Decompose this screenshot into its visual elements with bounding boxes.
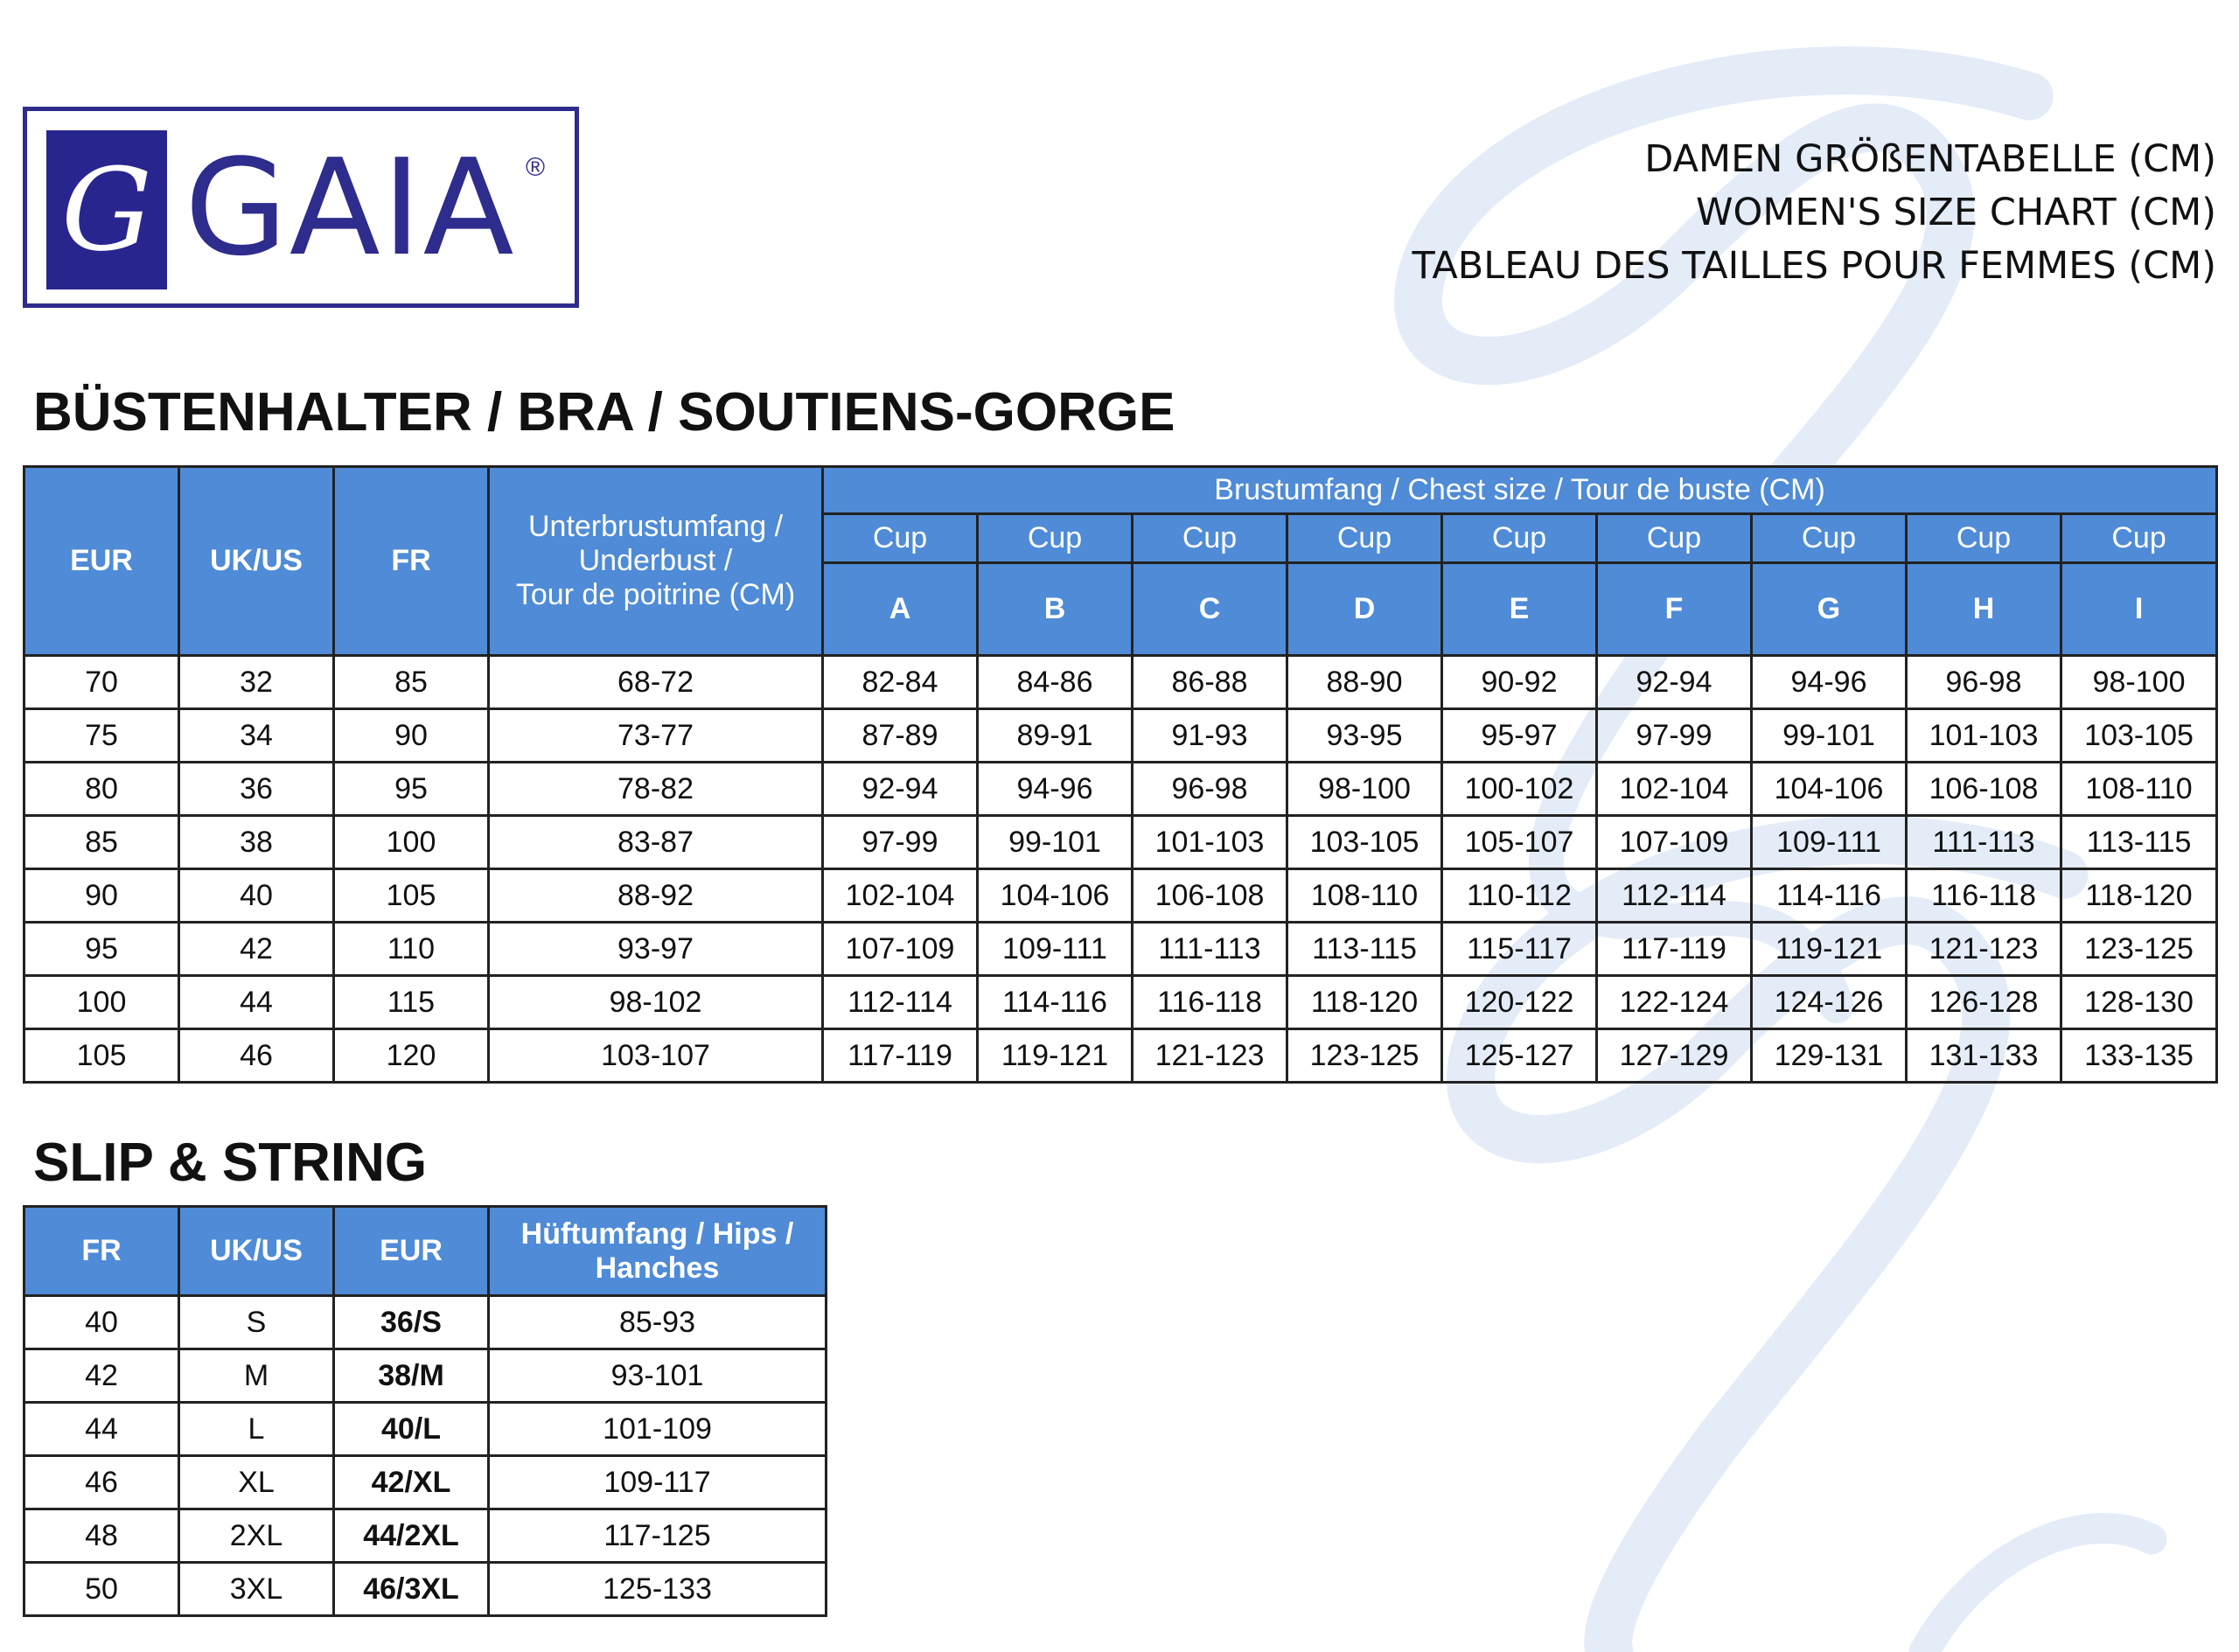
table-cell: 42 bbox=[24, 1349, 179, 1403]
gaia-logo bbox=[23, 107, 579, 308]
header-cup-i: I bbox=[2061, 563, 2217, 656]
header-cup-label: Cup bbox=[1907, 514, 2061, 563]
table-cell: M bbox=[179, 1349, 334, 1403]
table-cell: 97-99 bbox=[823, 816, 978, 869]
header-cup-g: G bbox=[1752, 563, 1907, 656]
table-cell: 2XL bbox=[179, 1509, 334, 1563]
table-cell: 97-99 bbox=[1597, 709, 1752, 763]
table-cell: 102-104 bbox=[1597, 763, 1752, 816]
table-cell: 128-130 bbox=[2061, 976, 2217, 1029]
table-cell: 120 bbox=[334, 1029, 489, 1083]
header-cup-c: C bbox=[1133, 563, 1287, 656]
table-cell: 112-114 bbox=[1597, 869, 1752, 923]
header-underbust-line-3: Tour de poitrine (CM) bbox=[515, 578, 796, 611]
table-cell: 90 bbox=[24, 869, 179, 923]
table-cell: 104-106 bbox=[978, 869, 1133, 923]
table-cell: 108-110 bbox=[2061, 763, 2217, 816]
table-cell: 46 bbox=[179, 1029, 334, 1083]
table-row bbox=[24, 1029, 2217, 1083]
table-cell: 115-117 bbox=[1442, 923, 1597, 976]
table-row bbox=[24, 1509, 827, 1563]
table-cell: 83-87 bbox=[489, 816, 823, 869]
table-row bbox=[24, 923, 2217, 976]
table-cell: 106-108 bbox=[1907, 763, 2061, 816]
table-cell: 133-135 bbox=[2061, 1029, 2217, 1083]
table-cell: 36 bbox=[179, 763, 334, 816]
slip-header-1: UK/US bbox=[179, 1207, 334, 1296]
table-cell: 101-109 bbox=[489, 1403, 827, 1456]
header-cup-label: Cup bbox=[1133, 514, 1287, 563]
table-cell: 36/S bbox=[334, 1296, 489, 1349]
table-cell: 93-101 bbox=[489, 1349, 827, 1403]
table-cell: 111-113 bbox=[1907, 816, 2061, 869]
header-underbust bbox=[489, 467, 823, 656]
table-cell: 94-96 bbox=[978, 763, 1133, 816]
table-row bbox=[24, 1296, 827, 1349]
logo-g-mark bbox=[46, 130, 167, 289]
table-cell: 119-121 bbox=[1752, 923, 1907, 976]
header-cup-a: A bbox=[823, 563, 978, 656]
table-cell: 99-101 bbox=[978, 816, 1133, 869]
table-cell: 127-129 bbox=[1597, 1029, 1752, 1083]
header-cup-label: Cup bbox=[1287, 514, 1442, 563]
header-eur: EUR bbox=[24, 467, 179, 656]
table-cell: S bbox=[179, 1296, 334, 1349]
table-cell: 125-133 bbox=[489, 1563, 827, 1616]
table-cell: 118-120 bbox=[1287, 976, 1442, 1029]
header-cup-label: Cup bbox=[1752, 514, 1907, 563]
table-cell: 113-115 bbox=[1287, 923, 1442, 976]
table-cell: 103-105 bbox=[2061, 709, 2217, 763]
table-row bbox=[24, 976, 2217, 1029]
size-chart-titles bbox=[1412, 133, 2216, 293]
table-cell: 70 bbox=[24, 656, 179, 709]
table-cell: 93-97 bbox=[489, 923, 823, 976]
table-cell: 113-115 bbox=[2061, 816, 2217, 869]
table-cell: 85 bbox=[24, 816, 179, 869]
logo-g-letter: G bbox=[61, 143, 152, 276]
header-underbust-line-2: Underbust / bbox=[578, 544, 733, 577]
table-cell: 117-119 bbox=[1597, 923, 1752, 976]
table-cell: 80 bbox=[24, 763, 179, 816]
table-cell: 111-113 bbox=[1133, 923, 1287, 976]
table-cell: 120-122 bbox=[1442, 976, 1597, 1029]
table-cell: 73-77 bbox=[489, 709, 823, 763]
table-cell: 86-88 bbox=[1133, 656, 1287, 709]
table-cell: 119-121 bbox=[978, 1029, 1133, 1083]
table-cell: 88-90 bbox=[1287, 656, 1442, 709]
table-row bbox=[24, 869, 2217, 923]
header-ukus: UK/US bbox=[179, 467, 334, 656]
header-cup-f: F bbox=[1597, 563, 1752, 656]
table-row bbox=[24, 709, 2217, 763]
table-cell: 126-128 bbox=[1907, 976, 2061, 1029]
bra-size-table bbox=[23, 465, 2218, 1084]
table-row bbox=[24, 656, 2217, 709]
header-cup-label: Cup bbox=[2061, 514, 2217, 563]
title-english: WOMEN'S SIZE CHART (CM) bbox=[1696, 191, 2216, 234]
table-cell: 107-109 bbox=[823, 923, 978, 976]
header-cup-h: H bbox=[1907, 563, 2061, 656]
header-underbust-line-1: Unterbrustumfang / bbox=[527, 510, 784, 543]
table-cell: 34 bbox=[179, 709, 334, 763]
table-cell: 108-110 bbox=[1287, 869, 1442, 923]
table-cell: 112-114 bbox=[823, 976, 978, 1029]
table-cell: 121-123 bbox=[1133, 1029, 1287, 1083]
table-cell: 42/XL bbox=[334, 1456, 489, 1509]
slip-header-0: FR bbox=[24, 1207, 179, 1296]
table-cell: 93-95 bbox=[1287, 709, 1442, 763]
table-cell: 114-116 bbox=[978, 976, 1133, 1029]
table-cell: 38/M bbox=[334, 1349, 489, 1403]
registered-mark: ® bbox=[526, 153, 546, 182]
table-cell: 104-106 bbox=[1752, 763, 1907, 816]
table-cell: 42 bbox=[179, 923, 334, 976]
table-cell: 95 bbox=[334, 763, 489, 816]
table-cell: 118-120 bbox=[2061, 869, 2217, 923]
header-chest-size: Brustumfang / Chest size / Tour de buste (CM) bbox=[823, 467, 2217, 514]
table-cell: 129-131 bbox=[1752, 1029, 1907, 1083]
table-cell: 40 bbox=[179, 869, 334, 923]
table-cell: 87-89 bbox=[823, 709, 978, 763]
table-cell: 32 bbox=[179, 656, 334, 709]
title-french: TABLEAU DES TAILLES POUR FEMMES (CM) bbox=[1412, 244, 2216, 288]
table-cell: 44 bbox=[24, 1403, 179, 1456]
table-cell: 40 bbox=[24, 1296, 179, 1349]
slip-section-title: SLIP & STRING bbox=[33, 1133, 428, 1193]
table-cell: 46/3XL bbox=[334, 1563, 489, 1616]
table-cell: 124-126 bbox=[1752, 976, 1907, 1029]
table-row bbox=[24, 1563, 827, 1616]
logo-wordmark: GAIA bbox=[185, 130, 516, 285]
table-cell: 125-127 bbox=[1442, 1029, 1597, 1083]
table-cell: 46 bbox=[24, 1456, 179, 1509]
table-cell: 44/2XL bbox=[334, 1509, 489, 1563]
table-row bbox=[24, 1456, 827, 1509]
table-cell: 68-72 bbox=[489, 656, 823, 709]
table-cell: 96-98 bbox=[1133, 763, 1287, 816]
table-cell: 78-82 bbox=[489, 763, 823, 816]
table-cell: 92-94 bbox=[823, 763, 978, 816]
table-cell: 89-91 bbox=[978, 709, 1133, 763]
table-cell: 117-125 bbox=[489, 1509, 827, 1563]
header-cup-d: D bbox=[1287, 563, 1442, 656]
header-cup-b: B bbox=[978, 563, 1133, 656]
table-cell: 105 bbox=[24, 1029, 179, 1083]
header-cup-label: Cup bbox=[1442, 514, 1597, 563]
table-cell: 123-125 bbox=[1287, 1029, 1442, 1083]
table-row bbox=[24, 816, 2217, 869]
table-cell: 40/L bbox=[334, 1403, 489, 1456]
table-cell: XL bbox=[179, 1456, 334, 1509]
table-cell: 94-96 bbox=[1752, 656, 1907, 709]
table-cell: 116-118 bbox=[1133, 976, 1287, 1029]
table-cell: 44 bbox=[179, 976, 334, 1029]
table-cell: 99-101 bbox=[1752, 709, 1907, 763]
header-cup-label: Cup bbox=[1597, 514, 1752, 563]
header-cup-label: Cup bbox=[823, 514, 978, 563]
table-cell: 85-93 bbox=[489, 1296, 827, 1349]
table-cell: 115 bbox=[334, 976, 489, 1029]
table-cell: 98-100 bbox=[2061, 656, 2217, 709]
table-cell: 106-108 bbox=[1133, 869, 1287, 923]
bra-section-title: BÜSTENHALTER / BRA / SOUTIENS-GORGE bbox=[33, 382, 1175, 443]
table-cell: 121-123 bbox=[1907, 923, 2061, 976]
table-cell: 109-117 bbox=[489, 1456, 827, 1509]
table-cell: 90-92 bbox=[1442, 656, 1597, 709]
title-german: DAMEN GRÖßENTABELLE (CM) bbox=[1644, 137, 2216, 181]
table-cell: 95-97 bbox=[1442, 709, 1597, 763]
table-cell: 102-104 bbox=[823, 869, 978, 923]
table-cell: 110 bbox=[334, 923, 489, 976]
table-cell: 50 bbox=[24, 1563, 179, 1616]
table-cell: 82-84 bbox=[823, 656, 978, 709]
table-cell: 101-103 bbox=[1133, 816, 1287, 869]
slip-header-3: Hüftumfang / Hips / Hanches bbox=[489, 1207, 827, 1296]
table-cell: 48 bbox=[24, 1509, 179, 1563]
table-cell: 85 bbox=[334, 656, 489, 709]
table-cell: 100-102 bbox=[1442, 763, 1597, 816]
slip-size-table bbox=[23, 1205, 827, 1617]
table-cell: 109-111 bbox=[978, 923, 1133, 976]
table-cell: 98-102 bbox=[489, 976, 823, 1029]
table-cell: 105 bbox=[334, 869, 489, 923]
table-cell: 100 bbox=[334, 816, 489, 869]
table-cell: 75 bbox=[24, 709, 179, 763]
table-cell: L bbox=[179, 1403, 334, 1456]
slip-header-2: EUR bbox=[334, 1207, 489, 1296]
header-cup-label: Cup bbox=[978, 514, 1133, 563]
table-cell: 103-105 bbox=[1287, 816, 1442, 869]
table-cell: 84-86 bbox=[978, 656, 1133, 709]
table-cell: 103-107 bbox=[489, 1029, 823, 1083]
table-cell: 114-116 bbox=[1752, 869, 1907, 923]
table-cell: 116-118 bbox=[1907, 869, 2061, 923]
table-cell: 90 bbox=[334, 709, 489, 763]
table-cell: 3XL bbox=[179, 1563, 334, 1616]
table-cell: 98-100 bbox=[1287, 763, 1442, 816]
header-fr: FR bbox=[334, 467, 489, 656]
table-cell: 107-109 bbox=[1597, 816, 1752, 869]
table-cell: 131-133 bbox=[1907, 1029, 2061, 1083]
table-cell: 38 bbox=[179, 816, 334, 869]
table-row bbox=[24, 763, 2217, 816]
table-cell: 95 bbox=[24, 923, 179, 976]
table-cell: 101-103 bbox=[1907, 709, 2061, 763]
table-cell: 88-92 bbox=[489, 869, 823, 923]
table-cell: 96-98 bbox=[1907, 656, 2061, 709]
table-cell: 117-119 bbox=[823, 1029, 978, 1083]
table-cell: 109-111 bbox=[1752, 816, 1907, 869]
table-row bbox=[24, 1403, 827, 1456]
table-cell: 110-112 bbox=[1442, 869, 1597, 923]
table-cell: 100 bbox=[24, 976, 179, 1029]
table-cell: 122-124 bbox=[1597, 976, 1752, 1029]
table-row bbox=[24, 1349, 827, 1403]
table-cell: 123-125 bbox=[2061, 923, 2217, 976]
table-cell: 105-107 bbox=[1442, 816, 1597, 869]
table-cell: 91-93 bbox=[1133, 709, 1287, 763]
header-cup-e: E bbox=[1442, 563, 1597, 656]
table-cell: 92-94 bbox=[1597, 656, 1752, 709]
